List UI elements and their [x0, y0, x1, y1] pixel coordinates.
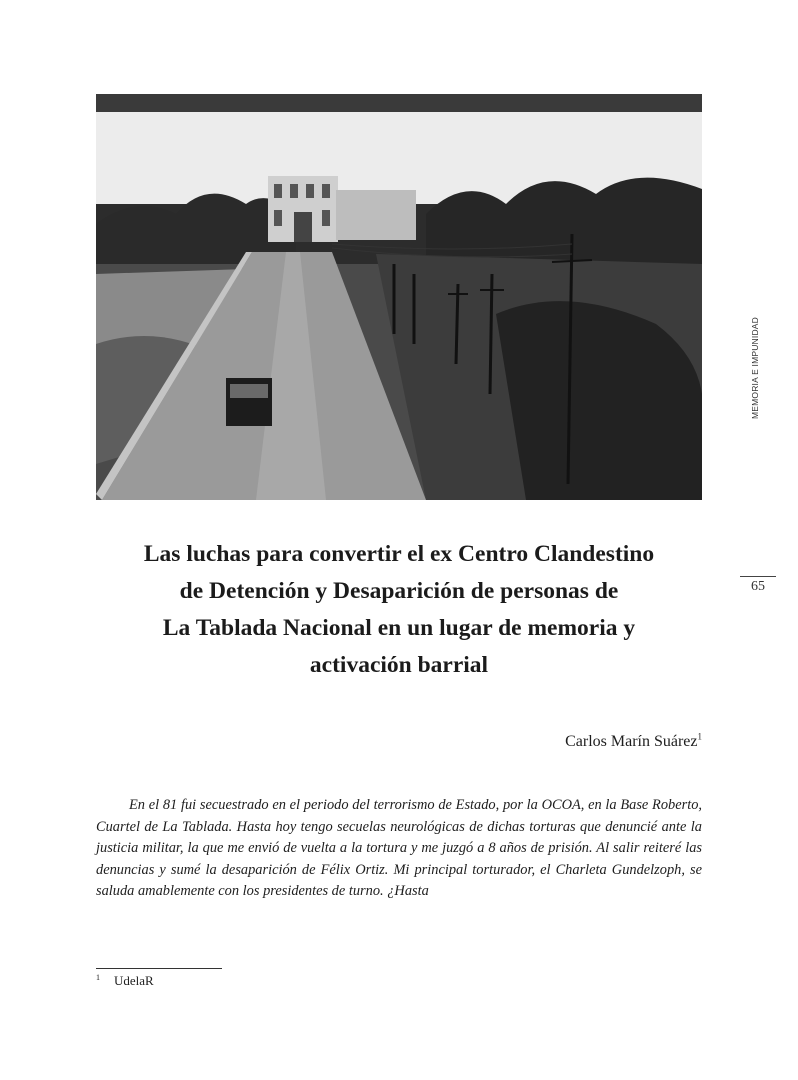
- footnote-divider: [96, 968, 222, 969]
- section-side-label: [746, 305, 764, 430]
- author-byline: [565, 733, 702, 751]
- title-line: Las luchas para convertir el ex Centro Clandestino: [143, 541, 655, 567]
- footnote-number: 1: [96, 973, 100, 982]
- footnote-text: UdelaR: [114, 973, 154, 988]
- title-line: activación barrial: [309, 652, 489, 678]
- author-name: Carlos Marín Suárez: [565, 733, 698, 750]
- footnote: [96, 973, 154, 989]
- title-line: de Detención y Desaparición de personas de: [179, 578, 619, 604]
- photo: [96, 94, 702, 500]
- author-footnote-mark[interactable]: 1: [697, 731, 702, 742]
- body-paragraph: En el 81 fui secuestrado en el periodo del terrorismo de Estado, por la OCOA, en la Base Roberto, Cuartel de La Tablada. Hasta hoy tengo secuelas neurológicas de dichas torturas que denuncié ante la justicia militar, la que me envió de vuelta a la tortura y me juzgó a 8 años de prisión. Al salir reiteré las denuncias y sumé la desaparición de Félix Ortiz. Mi principal torturador, el Charleta Gundelzoph, se saluda amablemente con los presidentes de turno. ¿Hasta: [96, 797, 702, 899]
- article-title: [96, 536, 702, 684]
- page-number: 65: [740, 576, 776, 595]
- section-side-label-text: MEMORIA E IMPUNIDAD: [750, 316, 761, 419]
- title-line: La Tablada Nacional en un lugar de memoria y: [162, 615, 636, 641]
- photo-road-to-building-image: [96, 94, 702, 500]
